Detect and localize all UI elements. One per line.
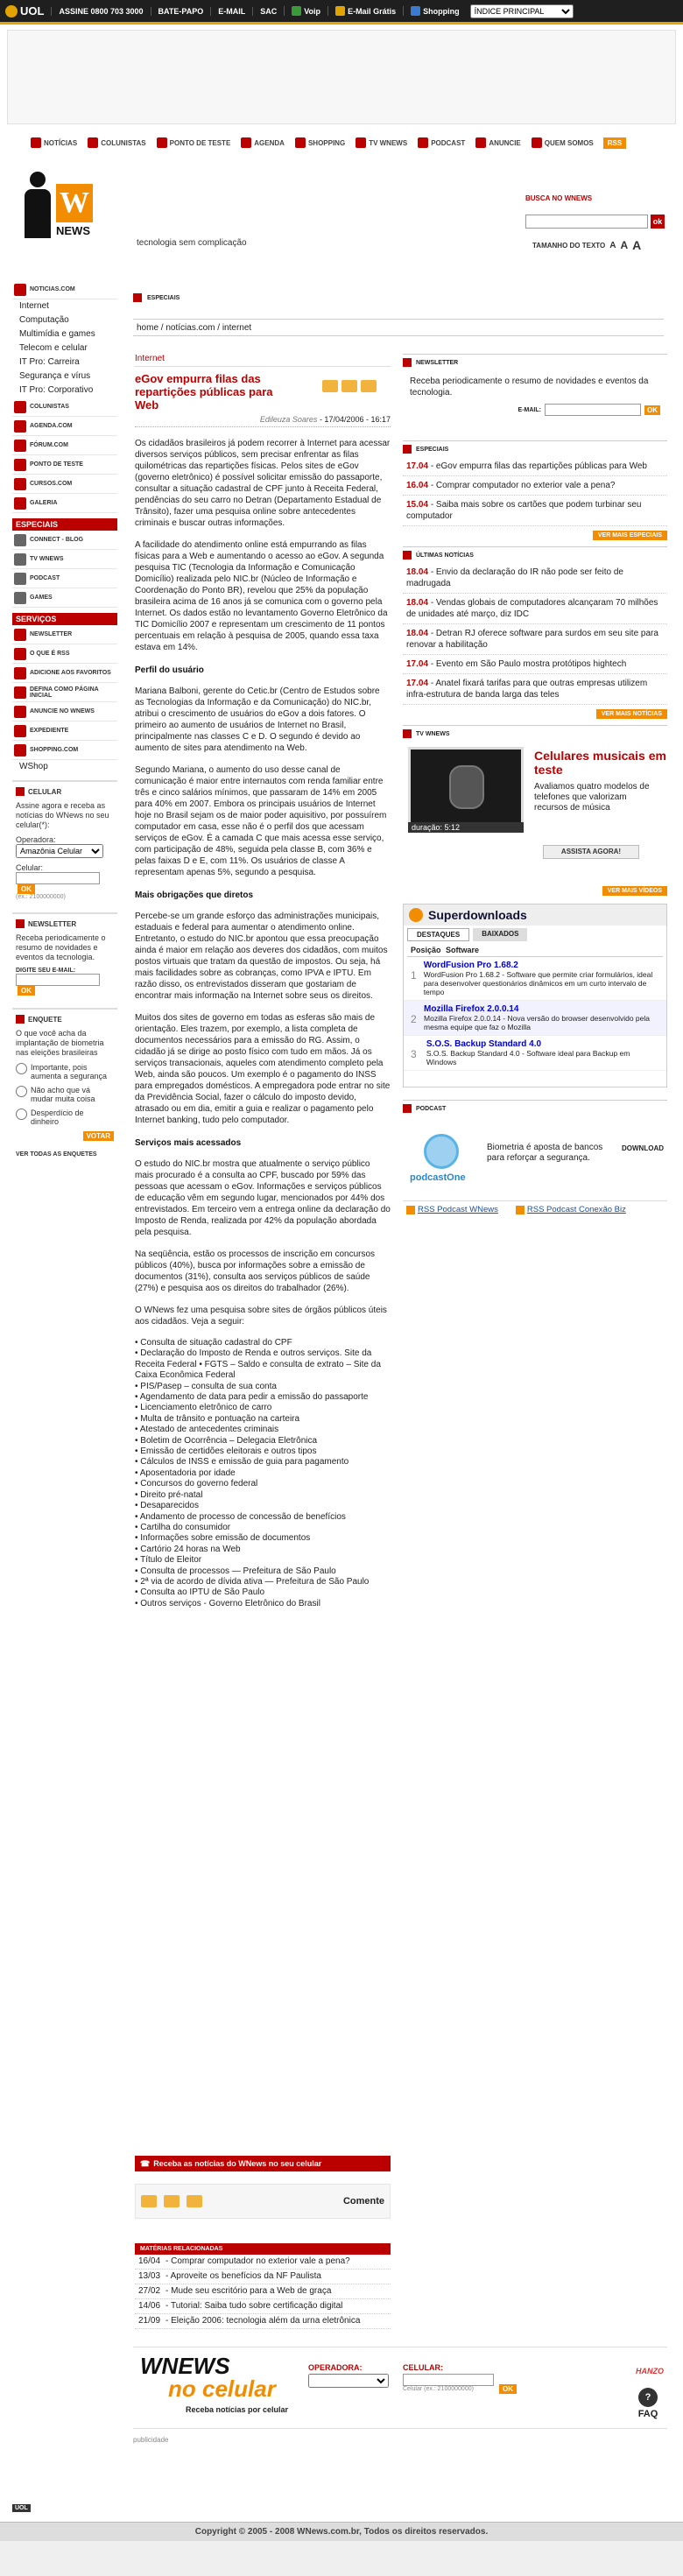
section-icon: [133, 293, 142, 302]
enquete-option-2: Não acho que vá mudar muita coisa: [31, 1086, 95, 1103]
list-item[interactable]: • Concursos do governo federal: [135, 1479, 258, 1489]
topbar-shopping[interactable]: Shopping: [403, 6, 467, 16]
mobile-celular-input[interactable]: [403, 2374, 494, 2386]
logo-name: NEWS: [56, 224, 90, 237]
rss-podcast-wnews-link[interactable]: RSS Podcast WNews: [406, 1205, 498, 1214]
especial-item[interactable]: 17.04 - eGov empurra filas das repartições públicas para Web: [403, 457, 667, 476]
superdownloads-logo-icon: [409, 908, 423, 922]
uol-top-bar: [0, 0, 683, 25]
superdownloads-widget: Superdownloads DESTAQUES BAIXADOS Posição Software 1 WordFusion Pro 1.68.2 WordFusion Pro 1.68.2 - Software que permite criar formulários, ideal para desenvolver questionários dinâmicos em um curto intervalo de tempo 2 Mozilla Firefox 2.0.0.14 Mozilla Firefox 2.0.0.14 - Nova versão do browser desenvolvido pela mesma equipe que faz o Mozilla 3 S.O.S. Backup Standard 4.0 S.O.S. Backup Standard 4.0 - Software ideal para Backup em Windows: [403, 904, 667, 1087]
podcast-icon: [14, 573, 26, 585]
news-item[interactable]: 17.04 - Anatel fixará tarifas para que outras empresas utilizem infra-estrutura de banda larga das teles: [403, 674, 667, 705]
sidebar-celular-box: CELULAR Assine agora e receba as notícias do WNews no seu celular(*): Operadora: Amazônia Celular Celular: OK (ex.: 2100000000): [12, 780, 117, 905]
mobile-subtitle: no celular: [168, 2375, 276, 2402]
article-section[interactable]: Internet: [135, 354, 391, 367]
sidebar-tv-wnews[interactable]: TV WNEWS: [12, 550, 117, 569]
related-articles: [135, 2243, 391, 2329]
newsletter-icon: [403, 358, 412, 367]
columnists-icon: [14, 401, 26, 413]
list-item[interactable]: • Licenciamento eletrônico de carro: [135, 1403, 272, 1413]
video-description: Avaliamos quatro modelos de telefones que valorizam recursos de música: [534, 782, 650, 813]
video-title[interactable]: Celulares musicais em teste: [534, 749, 666, 777]
list-item[interactable]: • Boletim de Ocorrência – Delegacia Eletrônica: [135, 1435, 318, 1446]
article-paragraph: Segundo Mariana, o aumento do uso desse canal de comunicação é maior entre internautos com renda familiar entre três e cinco salários mínimos, que passaram de 14% em 2005 para 40% em 2007. Embora os principais usuários de Internet hoje no Brasil sejam os de maior poder aquisitivo, por possuírem computador em casa, esse não é o perfil dos que acessam serviços de eGov. É a camada C que mais acessa esse serviço, com participação de 48%, seguida pela classe B, com 36% e pelas faixas D e E, com 11%. Os usuários de classe A representam apenas 5%, segundo a pesquisa.: [135, 765, 387, 877]
star-icon: [14, 667, 26, 679]
operadora-select[interactable]: [16, 844, 103, 858]
sidebar-sub-seguranca[interactable]: Segurança e vírus: [19, 371, 91, 381]
article-byline: [135, 415, 391, 427]
blog-icon: [14, 534, 26, 546]
news-icon: [14, 284, 26, 296]
newsletter-text: Receba periodicamente o resumo de novidades e eventos da tecnologia.: [16, 933, 106, 961]
receba-celular-banner[interactable]: ☎ Receba as notícias do WNews no seu celular: [135, 2156, 391, 2171]
faq-link[interactable]: ? FAQ: [634, 2388, 662, 2423]
sidebar-podcast[interactable]: PODCAST: [12, 569, 117, 588]
search-input[interactable]: [525, 215, 648, 229]
right-newsletter-ok[interactable]: OK: [644, 405, 660, 415]
info-icon: [14, 725, 26, 737]
sidebar-favoritos[interactable]: ADICIONE AOS FAVORITOS: [12, 664, 117, 683]
print-icon[interactable]: [361, 380, 377, 392]
sidebar-sub-telecom[interactable]: Telecom e celular: [19, 343, 88, 353]
sidebar-agenda[interactable]: AGENDA.COM: [12, 417, 117, 436]
celular-hint: (ex.: 2100000000): [16, 894, 66, 900]
podcast-description[interactable]: Biometria é aposta de bancos para reforçar a segurança.: [487, 1143, 603, 1163]
newsletter-text: Receba periodicamente o resumo de novidades e eventos da tecnologia.: [410, 377, 649, 398]
news-item[interactable]: 18.04 - Detran RJ oferece software para surdos em seu site para renovar a habilitação: [403, 624, 667, 655]
test-icon: [157, 137, 167, 148]
newsletter-email-input[interactable]: [16, 974, 100, 986]
newsletter-icon: [16, 919, 25, 928]
news-item[interactable]: 18.04 - Vendas globais de computadores alcançaram 70 milhões de unidades até março, diz IDC: [403, 594, 667, 624]
topbar-sac[interactable]: SAC: [252, 7, 284, 16]
enquete-question: O que você acha da implantação de biometria nas eleições brasileiras: [16, 1029, 104, 1057]
send-icon[interactable]: [164, 2195, 180, 2207]
courses-icon: [14, 478, 26, 490]
search-label: BUSCA NO WNEWS: [525, 194, 593, 202]
forum-icon: [14, 440, 26, 452]
related-item[interactable]: 27/02 - Mude seu escritório para a Web de graça: [135, 2284, 391, 2299]
index-select[interactable]: [470, 4, 574, 18]
search-button[interactable]: ok: [651, 215, 665, 229]
podcast-icon: [403, 1104, 412, 1113]
especial-item[interactable]: 15.04 - Saiba mais sobre os cartões que podem turbinar seu computador: [403, 496, 667, 526]
newsletter-icon: [14, 629, 26, 641]
question-icon: ?: [638, 2388, 658, 2407]
list-item[interactable]: • Cartilha do consumidor: [135, 1522, 231, 1532]
article-paragraph: Os cidadãos brasileiros já podem recorrer à Internet para acessar diversos serviços públicos, sem precisar enfrentar as filas quilométricas das repartições físicas. Pelos sites de eGov (governo eletrônico) é possível solicitar emissão do passaporte, consultar a situação cadastral de CPF junto à Receita Federal, pendências do seu carro no Detran (Departamento Estadual de Trânsito), fazer uma pesquisa online sobre antecedentes criminais e buscar outras informações.: [135, 439, 391, 528]
tab-destaques[interactable]: DESTAQUES: [407, 928, 469, 941]
article-paragraph: O WNews fez uma pesquisa sobre sites de órgãos públicos úteis aos cidadãos. Veja a seguir:: [135, 1306, 387, 1327]
comente-link[interactable]: Comente: [342, 2196, 384, 2206]
person-figure-icon: [23, 172, 53, 238]
list-item[interactable]: • Título de Eleitor: [135, 1555, 202, 1566]
nav-podcast[interactable]: PODCAST: [413, 137, 469, 148]
list-item[interactable]: • Atestado de antecedentes criminais: [135, 1425, 279, 1435]
list-item[interactable]: • Agendamento de data para pedir a emissão do passaporte: [135, 1392, 369, 1403]
copyright: Copyright © 2005 - 2008 WNews.com.br, Todos os direitos reservados.: [0, 2522, 683, 2541]
sidebar-cursos[interactable]: CURSOS.COM: [12, 475, 117, 494]
gamepad-icon: [14, 592, 26, 604]
sidebar-forum[interactable]: FÓRUM.COM: [12, 436, 117, 455]
article-subheading: Perfil do usuário: [135, 665, 204, 675]
section-icon: [403, 445, 412, 454]
send-icon[interactable]: [342, 380, 357, 392]
right-column: [403, 354, 667, 1218]
sidebar-connect-blog[interactable]: CONNECT - BLOG: [12, 531, 117, 550]
enquete-option-1-radio[interactable]: [16, 1063, 27, 1074]
back-arrow-icon[interactable]: [141, 2195, 157, 2207]
text-size-control: [532, 238, 641, 252]
home-icon: [14, 686, 26, 699]
section-header: ESPECIAIS: [133, 289, 389, 306]
services-nav: [26, 131, 657, 154]
sidebar-sub-multimidia[interactable]: Multimídia e games: [19, 329, 95, 339]
columnists-icon: [88, 137, 98, 148]
sidebar-ponto-de-teste[interactable]: PONTO DE TESTE: [12, 455, 117, 475]
sidebar-noticias[interactable]: NOTICIAS.COM: [12, 280, 117, 299]
operadora-label: Operadora:: [16, 835, 56, 844]
list-item[interactable]: • Consulta de situação cadastral do CPF: [135, 1338, 292, 1348]
list-item[interactable]: • Emissão de certidões eleitorais e outros tipos: [135, 1446, 317, 1457]
sidebar-newsletter-box: NEWSLETTER Receba periodicamente o resumo de novidades e eventos da tecnologia. DIGITE SEU E-MAIL: OK: [12, 912, 117, 1001]
sidebar-wshop[interactable]: WShop: [19, 762, 48, 771]
related-item[interactable]: 16/04 - Comprar computador no exterior vale a pena?: [135, 2255, 391, 2270]
sidebar-enquete-box: ENQUETE O que você acha da implantação de biometria nas eleições brasileiras Importante, pois aumenta a segurança Não acho que vá mudar muita coisa Desperdício de dinheiro VOTAR VER TODAS AS ENQUETES: [12, 1008, 117, 1163]
article-paragraph: Na seqüência, estão os processos de inscrição em concursos públicos (40%), busca por informações sobre a emissão de documentos (31%), consulta aos serviços públicos de saúde (27%) e pesquisa aos os direitos do trabalhador (26%).: [135, 1249, 376, 1293]
newsletter-email-label: DIGITE SEU E-MAIL:: [16, 968, 76, 974]
sidebar-rss[interactable]: O QUE É RSS: [12, 644, 117, 664]
list-item[interactable]: • Declaração do Imposto de Renda e outros serviços. Site da Receita Federal • FGTS – Saldo e consulta de extrato – Site da Caixa Econômica Federal: [135, 1348, 381, 1381]
mobile-partner-logo: HANZO: [636, 2367, 664, 2375]
list-item[interactable]: • Consulta de processos — Prefeitura de São Paulo: [135, 1566, 336, 1576]
sidebar-sub-computacao[interactable]: Computação: [19, 315, 69, 325]
logo-letter: W: [56, 184, 93, 222]
article-paragraph: Muitos dos sites de governo em todas as esferas são mais de orientação. Eles trazem, por exemplo, a lista completa de documentos necessários para a emissão do RG. Assim, o cidadão já se dirige ao posto físico com tudo em mãos. Já os serviços transacionais, aqueles com atendimento completo pela Web, ainda são poucos. Um exemplo é o pagamento do INSS para empregados domésticos. A empregadora pode entrar no site da Previdência Social, fazer o cálculo do imposto devido, atrasado ou em dia, emitir a guia e realizar o pagamento pelo Internet banking, tudo pelo computador.: [135, 1013, 391, 1125]
list-item[interactable]: • Cálculos de INSS e emissão de guia para pagamento: [135, 1457, 349, 1467]
article-title: eGov empurra filas das repartições públicas para Web: [135, 372, 273, 412]
article-subheading: Mais obrigações que diretos: [135, 890, 254, 900]
topbar-bate-papo[interactable]: BATE-PAPO: [151, 7, 211, 16]
shopping-icon: [14, 744, 26, 757]
tab-baixados[interactable]: BAIXADOS: [473, 928, 527, 941]
text-size-small[interactable]: A: [609, 240, 616, 250]
breadcrumb[interactable]: home / notícias.com / internet: [133, 319, 664, 336]
list-item[interactable]: • Direito pré-natal: [135, 1489, 203, 1500]
sidebar-shopping[interactable]: SHOPPING.COM: [12, 741, 117, 760]
nav-tv-wnews[interactable]: TV WNEWS: [351, 137, 412, 148]
right-email-input[interactable]: [545, 404, 641, 416]
col-posicao: Posição: [411, 946, 441, 954]
sidebar-especiais-header: ESPECIAIS: [12, 518, 117, 531]
video-duration: duração: 5:12: [408, 822, 524, 833]
calendar-icon: [14, 420, 26, 433]
article: [135, 354, 391, 1609]
mobile-caption: Receba notícias por celular: [186, 2405, 289, 2414]
ver-mais-especiais-button[interactable]: VER MAIS ESPECIAIS: [593, 531, 667, 540]
rss-podcast-conexao-link[interactable]: RSS Podcast Conexão Biz: [516, 1205, 626, 1214]
ver-mais-videos-button[interactable]: VER MAIS VÍDEOS: [602, 886, 667, 896]
right-newsletter: NEWSLETTER Receba periodicamente o resumo de novidades e eventos da tecnologia. E-MAIL: OK: [403, 354, 667, 416]
list-item[interactable]: • Desaparecidos: [135, 1501, 199, 1511]
mobile-operadora-select[interactable]: [308, 2374, 389, 2388]
newsletter-ok-button[interactable]: OK: [18, 986, 35, 996]
nav-agenda[interactable]: AGENDA: [236, 137, 289, 148]
sidebar-anuncie[interactable]: ANUNCIE NO WNEWS: [12, 702, 117, 721]
nav-quem-somos[interactable]: QUEM SOMOS: [527, 137, 598, 148]
download-row[interactable]: 3 S.O.S. Backup Standard 4.0 S.O.S. Backup Standard 4.0 - Software ideal para Backup em Windows: [404, 1036, 666, 1071]
nav-shopping[interactable]: SHOPPING: [291, 137, 349, 148]
download-row[interactable]: 1 WordFusion Pro 1.68.2 WordFusion Pro 1.68.2 - Software que permite criar formulários, ideal para desenvolver questionários dinâmicos em um curto intervalo de tempo: [404, 957, 666, 1001]
mobile-ok-button[interactable]: OK: [499, 2384, 517, 2394]
right-ultimas: ÚLTIMAS NOTÍCIAS 18.04 - Envio da declaração do IR não pode ser feito de madrugada 18.04 - Vendas globais de computadores alcançaram 70 milhões de unidades até março, diz IDC 18.04 - Detran RJ oferece software para surdos em seu site para renovar a habilitação 17.04 - Evento em São Paulo mostra protótipos hightech 17.04 - Anatel fixará tarifas para que outras empresas utilizem infra-estrutura de banda larga das teles VER MAIS NOTÍCIAS: [403, 546, 667, 721]
tv-icon: [403, 729, 412, 738]
footer-spacer: [0, 2541, 683, 2576]
download-row[interactable]: 2 Mozilla Firefox 2.0.0.14 Mozilla Firefox 2.0.0.14 - Nova versão do browser desenvolvido pela mesma equipe que faz o Mozilla: [404, 1001, 666, 1036]
rss-icon: [406, 1206, 415, 1214]
gallery-icon: [14, 497, 26, 510]
uol-footer-logo[interactable]: UOL: [12, 2504, 31, 2512]
sidebar-newsletter[interactable]: NEWSLETTER: [12, 625, 117, 644]
celular-ok-button[interactable]: OK: [18, 884, 35, 894]
text-size-medium[interactable]: A: [620, 239, 629, 251]
phone-icon: [16, 787, 25, 796]
article-paragraph: A facilidade do atendimento online está empurrando as filas físicas para a Web e aumentando o acesso ao eGov. A segunda pesquisa TIC (Tecnologia da Informação e Comunicação Domicílio) realizada pelo NIC.br (Núcleo de Informação e Coordenação do Ponto BR), revelou que 25% da população brasileira acima de 16 anos já se comunica com o governo pela Internet. Os dados estão no levantamento Governo Eletrônico da TIC Domicílio 2007 e representam um crescimento de 11 pontos percentuais em relação à pesquisa de 2005, quando essa taxa estava em 14%.: [135, 540, 388, 652]
megaphone-icon: [14, 706, 26, 718]
news-icon: [31, 137, 41, 148]
text-size-large[interactable]: A: [632, 238, 642, 252]
phone-device-icon: [449, 765, 484, 809]
article-author: Edileuza Soares: [259, 415, 318, 424]
sidebar-expediente[interactable]: EXPEDIENTE: [12, 721, 117, 741]
related-item[interactable]: 13/03 - Aproveite os benefícios da NF Paulista: [135, 2270, 391, 2284]
list-item[interactable]: • Multa de trânsito e pontuação na carteira: [135, 1413, 300, 1424]
uol-logo[interactable]: UOL: [5, 4, 44, 18]
mail-icon: [335, 6, 345, 16]
article-paragraph: Mariana Balboni, gerente do Cetic.br (Centro de Estudos sobre as Tecnologias da Informação e da Comunicação) do NIC.br, atribui o crescimento de usuários do eGov a dois fatores. O primeiro ao aumento de usuários de Internet no Brasil, principalmente nas classes C e D. O segundo é devido ao aumento de sites para atendimento na Web.: [135, 686, 380, 753]
article-date: - 17/04/2006 - 16:17: [319, 415, 391, 424]
nav-colunistas[interactable]: COLUNISTAS: [83, 137, 150, 148]
celular-label: Celular:: [16, 863, 44, 872]
list-item[interactable]: • Andamento de processo de concessão de benefícios: [135, 1511, 346, 1522]
poll-icon: [16, 1015, 25, 1024]
rss-button[interactable]: RSS: [603, 137, 626, 149]
right-especiais: ESPECIAIS 17.04 - eGov empurra filas das repartições públicas para Web 16.04 - Comprar computador no exterior vale a pena? 15.04 - Saiba mais sobre os cartões que podem turbinar seu computador VER MAIS ESPECIAIS: [403, 440, 667, 543]
shopping-icon: [295, 137, 306, 148]
sidebar-servicos-header: SERVIÇOS: [12, 613, 117, 625]
list-item[interactable]: • Informações sobre emissão de documentos: [135, 1533, 311, 1544]
article-subheading: Serviços mais acessados: [135, 1138, 242, 1148]
enquete-option-2-radio[interactable]: [16, 1086, 27, 1097]
votar-button[interactable]: VOTAR: [83, 1131, 114, 1141]
right-podcast: PODCAST podcastOne Biometria é aposta de bancos para reforçar a segurança. DOWNLOAD RSS Podcast WNews RSS Podcast Conexão Biz: [403, 1100, 667, 1218]
comment-bar: [135, 2184, 391, 2219]
ver-mais-noticias-button[interactable]: VER MAIS NOTÍCIAS: [596, 709, 667, 719]
list-item[interactable]: • Cartório 24 horas na Web: [135, 1544, 241, 1554]
services-list: [135, 1338, 391, 1609]
related-item[interactable]: 21/09 - Eleição 2006: tecnologia além da urna eletrônica: [135, 2314, 391, 2329]
podcast-icon: [418, 137, 428, 148]
news-item[interactable]: 18.04 - Envio da declaração do IR não pode ser feito de madrugada: [403, 563, 667, 594]
podcastone-logo: podcastOne: [410, 1134, 475, 1190]
test-icon: [14, 459, 26, 471]
rss-icon: [516, 1206, 525, 1214]
people-icon: [532, 137, 542, 148]
sidebar-games[interactable]: GAMES: [12, 588, 117, 608]
wnews-logo[interactable]: [16, 172, 112, 245]
rss-icon: [14, 648, 26, 660]
col-software: Software: [446, 946, 480, 954]
article-paragraph: O estudo do NIC.br mostra que atualmente o serviço público mais procurado é a consulta ao CPF, buscado por 59% das pessoas que acessam o eGov. Informações e serviços públicos de educação vêm em segundo lugar, mencionados por 44% dos entrevistados. Em terceiro vem a entrega online da declaração do Imposto de Renda, realizada por 42% da população abordada pela pesquisa.: [135, 1159, 391, 1237]
related-item[interactable]: 14/06 - Tutorial: Saiba tudo sobre certificação digital: [135, 2299, 391, 2314]
tv-icon: [14, 553, 26, 566]
sidebar-pagina-inicial[interactable]: DEFINA COMO PÁGINA INICIAL: [12, 683, 117, 702]
print-icon[interactable]: [187, 2195, 202, 2207]
assista-agora-button[interactable]: ASSISTA AGORA!: [543, 845, 639, 859]
top-ad-banner: [7, 30, 676, 124]
back-arrow-icon[interactable]: [322, 380, 338, 392]
uol-logo-icon: [5, 5, 18, 18]
publicidade-label: publicidade: [133, 2436, 169, 2444]
video-thumbnail[interactable]: [408, 747, 524, 826]
calendar-icon: [241, 137, 251, 148]
ver-todas-enquetes-link[interactable]: VER TODAS AS ENQUETES: [16, 1151, 97, 1158]
news-item[interactable]: 17.04 - Evento em São Paulo mostra protótipos hightech: [403, 655, 667, 674]
list-item[interactable]: • Outros serviços - Governo Eletrônico do Brasil: [135, 1598, 320, 1608]
site-tagline: tecnologia sem complicação: [137, 238, 247, 248]
related-header: MATÉRIAS RELACIONADAS: [135, 2243, 391, 2255]
voip-icon: [292, 6, 301, 16]
list-item[interactable]: • Consulta ao IPTU de São Paulo: [135, 1587, 265, 1598]
text-size-label: TAMANHO DO TEXTO: [532, 241, 606, 250]
sidebar-colunistas[interactable]: COLUNISTAS: [12, 398, 117, 417]
enquete-option-3: Desperdício de dinheiro: [31, 1109, 84, 1126]
list-item[interactable]: • PIS/Pasep – consulta de sua conta: [135, 1381, 277, 1391]
tv-icon: [356, 137, 366, 148]
sidebar-galeria[interactable]: GALERIA: [12, 494, 117, 513]
especial-item[interactable]: 16.04 - Comprar computador no exterior vale a pena?: [403, 476, 667, 496]
phone-icon: ☎: [140, 2158, 151, 2168]
topbar-voip[interactable]: Voip: [284, 6, 327, 16]
article-tools: [322, 380, 377, 392]
sidebar-sub-carreira[interactable]: IT Pro: Carreira: [19, 357, 80, 367]
topbar-email-gratis[interactable]: E-Mail Grátis: [327, 6, 403, 16]
topbar-email[interactable]: E-MAIL: [210, 7, 252, 16]
celular-input[interactable]: [16, 872, 100, 884]
nav-anuncie[interactable]: ANUNCIE: [471, 137, 525, 148]
celular-text: Assine agora e receba as notícias do WNews no seu celular(*):: [16, 801, 109, 829]
list-item[interactable]: • 2ª via de acordo de dívida ativa — Prefeitura de São Paulo: [135, 1576, 370, 1587]
section-icon: [403, 551, 412, 560]
wnews-mobile-banner: WNEWS no celular Receba notícias por celular OPERADORA: CELULAR: Celular (ex.: 2100000000) OK HANZO ? FAQ: [133, 2347, 667, 2429]
cart-icon: [411, 6, 420, 16]
nav-ponto-de-teste[interactable]: PONTO DE TESTE: [152, 137, 236, 148]
enquete-option-3-radio[interactable]: [16, 1109, 27, 1120]
enquete-option-1: Importante, pois aumenta a segurança: [31, 1063, 108, 1080]
podcast-download-button[interactable]: DOWNLOAD: [622, 1144, 664, 1152]
nav-noticias[interactable]: NOTÍCIAS: [26, 137, 81, 148]
megaphone-icon: [475, 137, 486, 148]
list-item[interactable]: • Aposentadoria por idade: [135, 1467, 236, 1478]
sidebar-sub-internet[interactable]: Internet: [19, 301, 49, 311]
right-tv-wnews: TV WNEWS duração: 5:12 Celulares musicais em teste Avaliamos quatro modelos de telefones que valorizam recursos de música ASSISTA AGORA! VER MAIS VÍDEOS: [403, 725, 667, 898]
site-search: [525, 194, 672, 229]
topbar-assine[interactable]: ASSINE 0800 703 3000: [51, 7, 150, 16]
left-sidebar: [12, 280, 117, 1163]
sidebar-sub-corporativo[interactable]: IT Pro: Corporativo: [19, 385, 94, 395]
article-paragraph: Percebe-se um grande esforço das administrações municipais, estaduais e federal para aumentar o atendimento online. Entretanto, o estudo do NIC.br apontou que essa preocupação ainda é maior em relação aos deveres dos cidadãos, com muitos postos virtuais que tratam da questão de impostos. Ou seja, há mais facilidades sobre as cobranças, como IPVA e IPTU. Em razão disso, os entrevistados disseram que gostariam de encontrar mais informação na Internet sobre seus os direitos.: [135, 911, 388, 1001]
mobile-title: WNEWS: [140, 2353, 230, 2379]
